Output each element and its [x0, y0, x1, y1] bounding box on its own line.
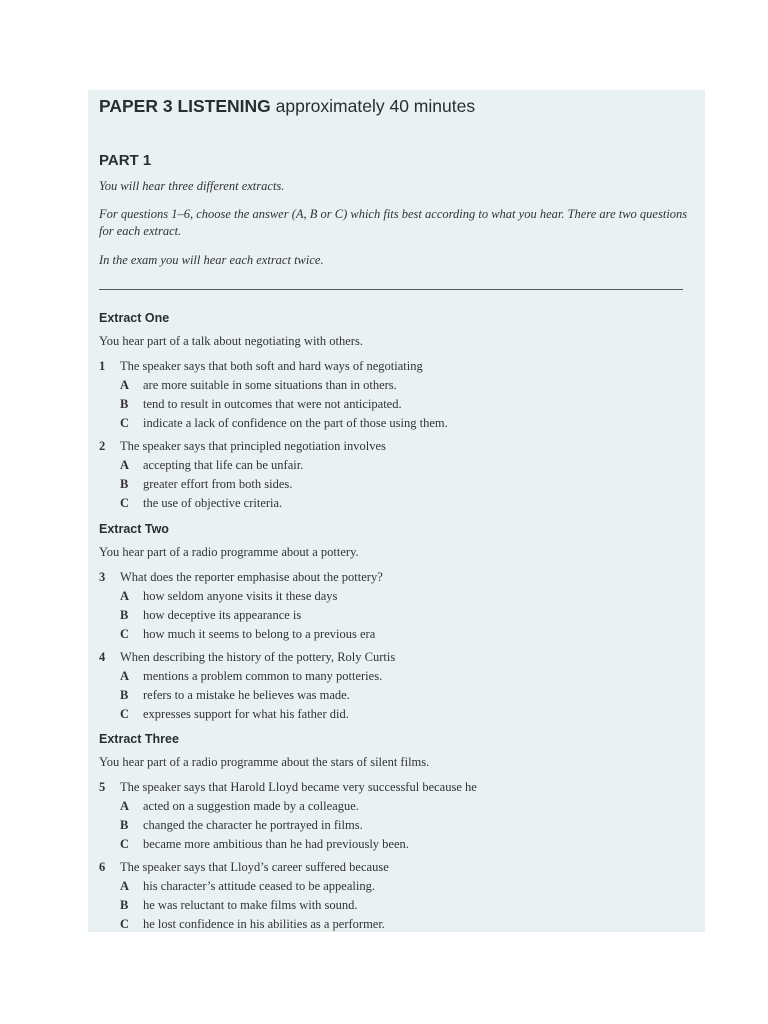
- instruction-line: In the exam you will hear each extract twice.: [99, 253, 324, 267]
- extract-intro: You hear part of a radio programme about a pottery.: [99, 545, 359, 559]
- extract-heading: Extract One: [99, 311, 170, 325]
- question-stem: The speaker says that Lloyd’s career suffered because: [120, 860, 389, 874]
- extract-intro: You hear part of a radio programme about the stars of silent films.: [99, 755, 430, 769]
- question-stem: When describing the history of the pottery, Roly Curtis: [120, 650, 396, 664]
- question-number: 1: [99, 359, 106, 373]
- extract-heading: Extract Three: [99, 732, 179, 746]
- part-heading: PART 1: [99, 152, 152, 169]
- instruction-line: For questions 1–6, choose the answer (A, B or C) which fits best according to what you hear. There are two questions for each extract.: [99, 207, 688, 238]
- extract-intro: You hear part of a talk about negotiating with others.: [99, 334, 363, 348]
- question-stem: What does the reporter emphasise about the pottery?: [120, 570, 383, 584]
- question-stem: The speaker says that Harold Lloyd became very successful because he: [120, 780, 477, 794]
- question-number: 2: [99, 439, 106, 453]
- question-number: 6: [99, 860, 106, 874]
- question-number: 5: [99, 780, 106, 794]
- question-number: 4: [99, 650, 106, 664]
- question-stem: The speaker says that both soft and hard ways of negotiating: [120, 359, 423, 373]
- exam-page: PAPER 3 LISTENING approximately 40 minutes PART 1 You will hear three different extracts. For questions 1–6, choose the answer (A, B or C) which fits best according to what you hear. There are two questions for each extract. In the exam you will hear each extract twice. Extract One You hear part of a talk about negotiating with others. 1 The speaker says that both soft and hard ways of negotiating A are more suitable in some situations than in others. B tend to result in outcomes that were not anticipated. C indicate a lack of confidence on the part of those using them. 2 The speaker says that principled negotiation involves A accepting that life can be unfair. B greater effort from both sides. C the use of objective criteria. Extract Two You hear part of a radio programme about a pottery. 3 What does the reporter emphasise about the pottery? A how seldom anyone visits it these days B how deceptive its appearance is C how much it seems to belong to a previous era 4 When describing the history of the pottery, Roly Curtis A mentions a problem common to many potteries. B refers to a mistake he believes was made. C expresses support for what his father did. Extract Three You hear part of a radio programme about the stars of silent films. 5 The speaker says that Harold Lloyd became very successful because he A acted on a suggestion made by a colleague. B changed the character he portrayed in films. C became more ambitious than he had previously been. 6 The speaker says that Lloyd’s career suffered because A his character’s attitude ceased to be appealing. B he was reluctant to make films with sound. C he lost confidence in his abilities as a performer.: [88, 90, 705, 932]
- question-number: 3: [99, 570, 106, 584]
- question-stem: The speaker says that principled negotiation involves: [120, 439, 386, 453]
- divider: [99, 289, 683, 290]
- paper-title: PAPER 3 LISTENING approximately 40 minutes: [99, 96, 476, 116]
- instruction-line: You will hear three different extracts.: [99, 179, 285, 193]
- extract-heading: Extract Two: [99, 522, 169, 536]
